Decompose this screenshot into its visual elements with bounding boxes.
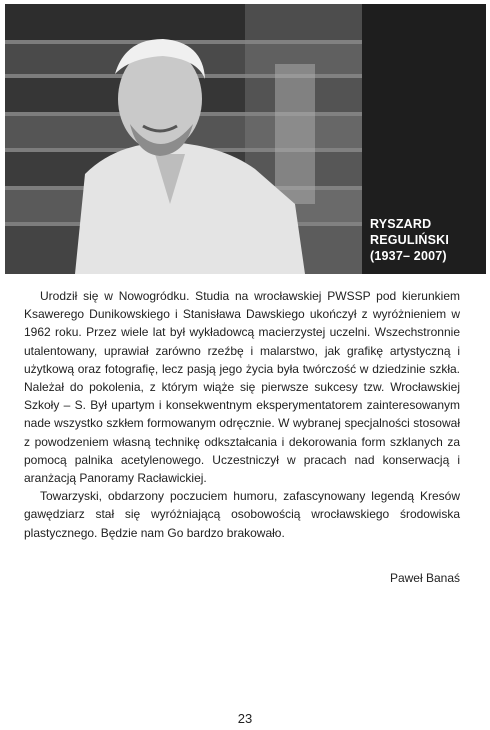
bio-paragraph-2: Towarzyski, obdarzony poczuciem humoru, zafascynowany legendą Kresów gawędziarz stał się wyróżniającą osobowością wrocławskiego środowiska plastycznego. Będzie nam Go bardzo brakowało. bbox=[24, 489, 460, 540]
caption-last-name: REGULIŃSKI bbox=[370, 233, 450, 247]
author-signature: Paweł Banaś bbox=[389, 571, 460, 585]
caption-first-name: RYSZARD bbox=[370, 217, 432, 231]
caption bbox=[370, 216, 449, 264]
page-number: 23 bbox=[237, 711, 253, 726]
portrait-photo-icon bbox=[5, 4, 362, 274]
bio-paragraph-1: Urodził się w Nowogródku. Studia na wrocławskiej PWSSP pod kierunkiem Ksawerego Dunikowskiego i Stanisława Dawskiego ukończył z wyróżnieniem w 1962 roku. Przez wiele lat był wykładowcą macierzystej uczelni. Wszechstronnie utalentowany, uprawiał zarówno rzeźbę i malarstwo, jak grafikę artystyczną i użytkową oraz fotografię, lecz pasją jego życia była twórczość w dziedzinie szkła. Należał do pokolenia, z którym wiąże się pierwsze sukcesy tzw. Wrocławskiej Szkoły – S. Był upartym i konsekwentnym eksperymentatorem zainteresowanym nade wszystko szkłem formowanym odręcznie. W wybranej specjalności stosował z powodzeniem własną technikę odkształcania i dekorowania form szklanych za pomocą palnika acetylenowego. Uczestniczył w pracach nad konserwacją i aranżacją Panoramy Racławickiej. bbox=[24, 289, 460, 486]
caption-panel bbox=[362, 4, 486, 274]
biography-text bbox=[24, 287, 460, 542]
portrait-photo bbox=[5, 4, 362, 274]
caption-years: (1937– 2007) bbox=[370, 249, 447, 263]
